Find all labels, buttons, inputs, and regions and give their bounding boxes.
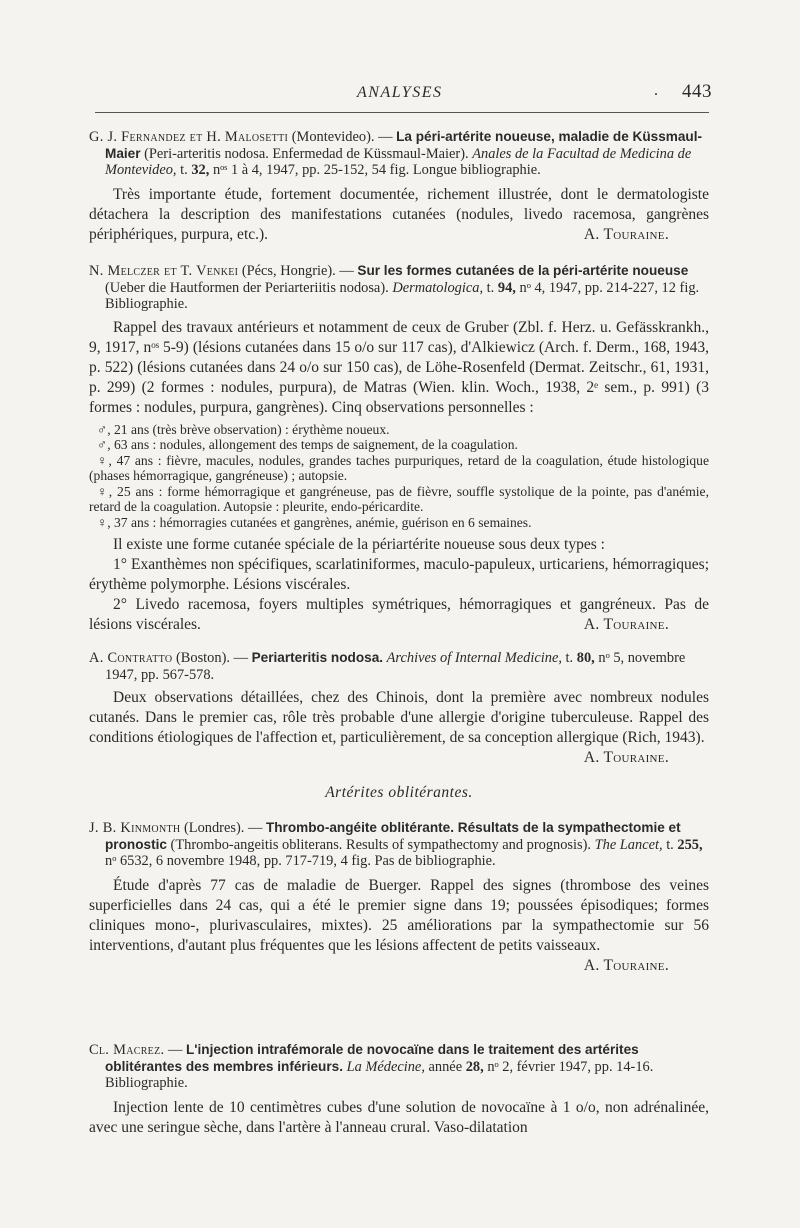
original-title: (Thrombo-angeitis obliterans. Results of sympathectomy and prognosis). bbox=[170, 836, 592, 853]
entry-kinmonth bbox=[89, 820, 709, 976]
authors: G. J. Fernandez et H. Malosetti bbox=[89, 129, 289, 145]
place: (Londres). — bbox=[184, 820, 263, 836]
journal: La Médecine, bbox=[346, 1058, 425, 1075]
authors: J. B. Kinmonth bbox=[89, 820, 181, 836]
signature: A. Touraine. bbox=[583, 616, 669, 633]
signature: A. Touraine. bbox=[583, 956, 669, 974]
original-title: (Ueber die Hautformen der Periarteriitis nodosa). bbox=[105, 279, 389, 296]
pages: nᵒ 5, novembre 1947, pp. 567-578. bbox=[105, 650, 686, 683]
reference bbox=[89, 263, 709, 313]
case-item: ♂, 63 ans : nodules, allongement des temps de saignement, de la coagulation. bbox=[97, 437, 518, 452]
case-item: ♀, 25 ans : forme hémorragique et gangréneuse, pas de fièvre, souffle systolique de la pointe, pas d'anémie, retard de la coagulation. Autopsie : pleurite, endo-péricardite. bbox=[89, 483, 709, 514]
volume-prefix: t. bbox=[180, 162, 188, 178]
case-item: ♀, 47 ans : fièvre, macules, nodules, grandes taches purpuriques, retard de la coagulation, étude histologique (phases hémorragique, gangréneuse) ; autopsie. bbox=[89, 452, 709, 483]
case-item: ♂, 21 ans (très brève observation) : érythème noueux. bbox=[97, 421, 390, 437]
volume: 255, bbox=[677, 836, 703, 853]
journal: Dermatologica, bbox=[392, 279, 484, 296]
article-title: L'injection intrafémorale de novocaïne dans le traitement des artérites oblitérantes des membres inférieurs. bbox=[105, 1042, 639, 1074]
section-heading: Artérites oblitérantes. bbox=[325, 784, 473, 801]
form-2-text: 2° Livedo racemosa, foyers multiples symétriques, hémorragiques et gangréneux. Pas de lésions viscérales. bbox=[89, 596, 709, 633]
journal: Anales de la Facultad de Medicina de Montevideo, bbox=[105, 145, 692, 178]
header-rule bbox=[95, 112, 709, 113]
volume-prefix: année bbox=[428, 1058, 463, 1075]
pages: nᵒ 4, 1947, pp. 214-227, 12 fig. Bibliographie. bbox=[105, 279, 700, 312]
pages: nᵒˢ 1 à 4, 1947, pp. 25-152, 54 fig. Longue bibliographie. bbox=[212, 162, 541, 178]
abstract-text: Deux observations détaillées, chez des Chinois, dont la première avec nombreux nodules cutanés. Dans le premier cas, rôle très probable d'une allergie d'origine tuberculeuse. Rappel des conditions étiologiques de l'affection et, particulièrement, de sa conception allergique (Rich, 1943). bbox=[89, 689, 709, 746]
place: — bbox=[167, 1042, 183, 1058]
authors: A. Contratto bbox=[89, 650, 173, 666]
volume: 28, bbox=[465, 1058, 484, 1075]
place: (Boston). — bbox=[176, 650, 248, 666]
reference bbox=[89, 1042, 709, 1092]
form-1: 1° Exanthèmes non spécifiques, scarlatiniformes, maculo-papuleux, urticariens, hémorragiques; érythème polymorphe. Lésions viscérales. bbox=[89, 556, 709, 593]
abstract bbox=[89, 688, 709, 766]
entry-fernandez bbox=[89, 129, 709, 245]
abstract: Injection lente de 10 centimètres cubes d'une solution de novocaïne à 1 o/o, non adrénalinée, avec une seringue sèche, dans l'artère à l'anneau crural. Vaso-dilatation bbox=[89, 1098, 709, 1136]
pages: nᵒ 2, février 1947, pp. 14-16. Bibliographie. bbox=[105, 1058, 654, 1091]
page-number: 443 bbox=[682, 81, 712, 102]
volume: 94, bbox=[497, 279, 516, 296]
article-title: La péri-artérite noueuse, maladie de Küssmaul-Maier bbox=[105, 129, 703, 161]
original-title: (Peri-arteritis nodosa. Enfermedad de Küssmaul-Maier). bbox=[144, 145, 469, 162]
volume: 80, bbox=[576, 650, 595, 666]
form-2 bbox=[89, 595, 709, 635]
case-item: ♀, 37 ans : hémorragies cutanées et gangrènes, anémie, guérison en 6 semaines. bbox=[97, 514, 532, 530]
authors: Cl. Macrez. bbox=[89, 1042, 165, 1058]
abstract bbox=[89, 185, 709, 245]
reference bbox=[89, 650, 709, 683]
case-list bbox=[89, 422, 709, 531]
journal: The Lancet, bbox=[594, 836, 663, 853]
article-title: Sur les formes cutanées de la péri-artérite noueuse bbox=[357, 263, 689, 278]
header-dot: . bbox=[654, 82, 658, 99]
article-title: Periarteritis nodosa. bbox=[251, 650, 384, 665]
volume: 32, bbox=[191, 162, 210, 178]
authors: N. Melczer et T. Venkei bbox=[89, 263, 239, 279]
abstract-text: Très importante étude, fortement documentée, richement illustrée, dont le dermatologiste détachera la description des manifestations cutanées (nodules, livedo racemosa, gangrènes périphériques, purpura, etc.). bbox=[89, 185, 709, 243]
signature: A. Touraine. bbox=[583, 225, 669, 243]
entry-macrez bbox=[89, 1042, 709, 1138]
running-title: ANALYSES bbox=[357, 84, 443, 101]
intro-paragraph: Rappel des travaux antérieurs et notamment de ceux de Gruber (Zbl. f. Herz. u. Gefässkrankh., 9, 1917, nᵒˢ 5-9) (lésions cutanées dans 15 o/o sur 117 cas), d'Alkiewicz (Arch. f. Derm., 168, 1943, p. 522) (lésions cutanées dans 24 o/o sur 150 cas), de Löhe-Rosenfeld (Dermat. Zeitschr., 61, 1931, p. 299) (2 formes : nodules, purpura), de Matras (Wien. klin. Woch., 1938, 2ᵉ sem., p. 991) (3 formes : nodules, purpura, gangrènes). Cinq observations personnelles : bbox=[89, 318, 709, 416]
place: (Montevideo). — bbox=[291, 129, 393, 145]
volume-prefix: t. bbox=[486, 279, 495, 296]
pages: nᵒ 6532, 6 novembre 1948, pp. 717-719, 4 fig. Pas de bibliographie. bbox=[105, 853, 496, 869]
reference bbox=[89, 129, 709, 179]
reference bbox=[89, 820, 709, 870]
forms-intro: Il existe une forme cutanée spéciale de la périartérite noueuse sous deux types : bbox=[113, 536, 605, 553]
running-header bbox=[89, 81, 712, 106]
place: (Pécs, Hongrie). — bbox=[241, 263, 354, 279]
article-title: Thrombo-angéite oblitérante. Résultats de la sympathectomie et pronostic bbox=[105, 820, 681, 852]
entry-melczer bbox=[89, 263, 709, 635]
volume-prefix: t. bbox=[666, 836, 674, 853]
journal: Archives of Internal Medicine, bbox=[386, 650, 562, 666]
abstract-text: Étude d'après 77 cas de maladie de Buerger. Rappel des signes (thrombose des veines superficielles dans 24 cas, qui a été le premier signe dans 19; poussées épisodiques; formes cliniques mono-, plurivasculaires, mixtes). 25 améliorations par la sympathectomie sur 56 interventions, d'autant plus fréquentes que les lésions affectent de petits vaisseaux. bbox=[89, 876, 709, 954]
abstract bbox=[89, 876, 709, 974]
volume-prefix: t. bbox=[565, 650, 574, 666]
entry-contratto bbox=[89, 650, 709, 768]
signature: A. Touraine. bbox=[583, 749, 669, 766]
